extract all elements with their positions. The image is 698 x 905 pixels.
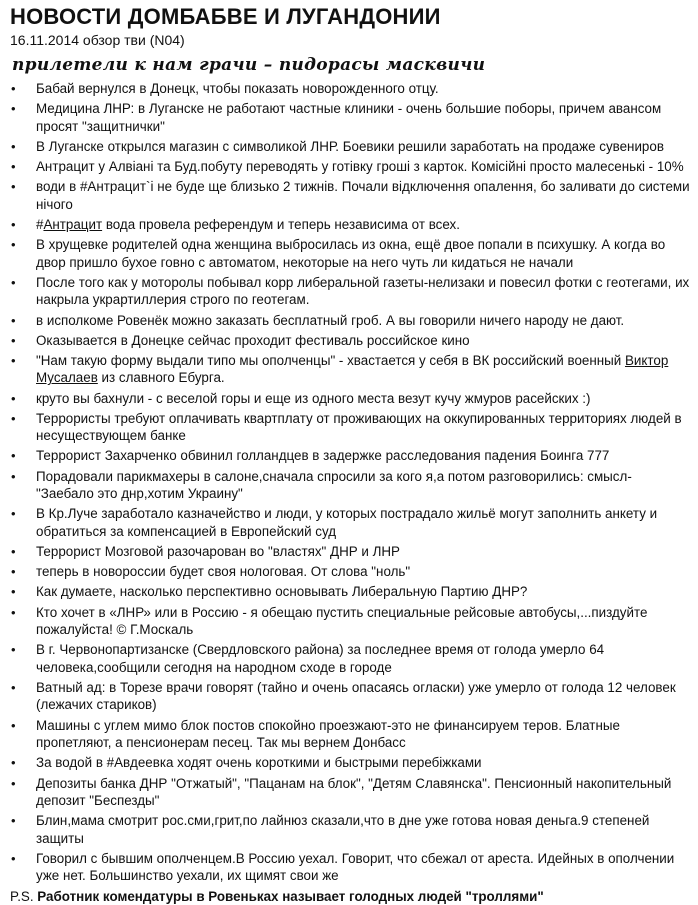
- list-item: [10, 543, 690, 561]
- bullet-icon: •: [11, 216, 16, 232]
- list-item-text: круто вы бахнули - с веселой горы и еще из одного места везут кучу жмуров расейских :): [36, 390, 591, 406]
- list-item: [10, 812, 690, 847]
- bullet-icon: •: [11, 584, 16, 600]
- bullet-icon: •: [11, 679, 16, 695]
- list-item: [10, 468, 690, 503]
- list-item-text: Антрацит у Алвіані та Буд.побуту переводять у готівку гроші з карток. Комісійні просто малесенькі - 10%: [36, 159, 684, 175]
- list-item: [10, 138, 690, 156]
- bullet-icon: •: [11, 717, 16, 733]
- list-item: [10, 641, 690, 676]
- list-item-text: Бабай вернулся в Донецк, чтобы показать новорожденного отцу.: [36, 81, 439, 96]
- list-item: [10, 352, 690, 387]
- list-item-text: в исполкоме Ровенёк можно заказать бесплатный гроб. А вы говорили ничего народу не дают.: [36, 312, 625, 328]
- list-item: [10, 80, 690, 98]
- bullet-icon: •: [11, 159, 16, 175]
- postscript: [10, 888, 690, 905]
- list-item-text: Говорил с бывшим ополченцем.В Россию уехал. Говорит, что сбежал от ареста. Идейных в ополчении уже нет. Большинство уехали, их щимят свои же: [36, 850, 675, 884]
- bullet-icon: •: [11, 332, 16, 348]
- bullet-icon: •: [11, 352, 16, 368]
- list-item: [10, 717, 690, 752]
- list-item-text: Оказывается в Донецке сейчас проходит фестиваль российское кино: [36, 332, 470, 348]
- bullet-icon: •: [11, 138, 16, 154]
- list-item: [10, 332, 690, 350]
- page-tagline: прилетели к нам грачи – пидорасы масквичи: [12, 55, 486, 75]
- list-item-text: После того как у моторолы побывал корр либеральной газеты-нелизаки и повесил фотки с геотегами, их накрыла украртиллерия строго по геотегам.: [36, 274, 690, 308]
- list-item: [10, 216, 690, 234]
- list-item: [10, 505, 690, 540]
- bullet-icon: •: [11, 564, 16, 580]
- list-item-text: Медицина ЛНР: в Луганске не работают частные клиники - очень большие поборы, причем авансом просят "защитнички": [36, 101, 662, 134]
- list-item-text: Порадовали парикмахеры в салоне,сначала спросили за кого я,а потом разговорились: смысл- "Заебало это днр,хотим Украину": [36, 468, 632, 502]
- list-item-text: Депозиты банка ДНР "Отжатый", "Пацанам на блок", "Детям Славянска". Пенсионный накопительный депозит "Беспезды": [36, 775, 672, 808]
- bullet-icon: •: [11, 410, 16, 426]
- bullet-icon: •: [11, 506, 16, 522]
- list-item-text: Террорист Захарченко обвинил голландцев в задержке расследования падения Боинга 777: [36, 448, 610, 464]
- list-item: [10, 583, 690, 601]
- list-item-text: В Кр.Луче заработало казначейство и люди, у которых пострадало жильё могут заполнить анкету и обратиться за компенсацией в Европейский суд: [36, 506, 658, 539]
- list-item-text: В Луганске открылся магазин с символикой ЛНР. Боевики решили заработать на продаже сувениров: [36, 138, 664, 154]
- list-item: [10, 178, 690, 213]
- list-item: [10, 158, 690, 176]
- list-item-text: За водой в #Авдеевка ходят очень короткими и быстрыми перебіжками: [36, 755, 482, 771]
- list-item-link[interactable]: Виктор Мусалаев: [36, 352, 669, 386]
- bullet-icon: •: [11, 642, 16, 658]
- page-title: НОВОСТИ ДОМБАБВЕ И ЛУГАНДОНИИ: [10, 4, 441, 29]
- bullet-icon: •: [11, 775, 16, 791]
- list-item-text: #: [36, 216, 44, 232]
- postscript-text: Работник комендатуры в Ровеньках называет голодных людей "троллями": [37, 888, 544, 904]
- list-item-text: из славного Ебурга.: [97, 370, 225, 386]
- bullet-icon: •: [11, 390, 16, 406]
- list-item-text: Блин,мама смотрит рос.сми,грит,по лайнюз сказали,что в дне уже готова новая деньга.9 степеней защиты: [36, 813, 650, 846]
- list-item-text: води в #Антрацит`і не буде ще близько 2 тижнів. Почали відключення опалення, бо заливати до системи нічого: [36, 179, 690, 212]
- list-item-text: Террорист Мозговой разочарован во "властях" ДНР и ЛНР: [36, 544, 400, 559]
- list-item: [10, 447, 690, 465]
- list-item-text: вода провела референдум и теперь независима от всех.: [102, 216, 460, 232]
- list-item: [10, 312, 690, 330]
- list-item-link[interactable]: Антрацит: [43, 216, 103, 232]
- bullet-icon: •: [11, 544, 16, 559]
- page-subtitle: 16.11.2014 обзор тви (N04): [10, 32, 185, 48]
- bullet-icon: •: [11, 468, 16, 484]
- list-item-text: В г. Червонопартизанске (Свердловского района) за последнее время от голода умерло 64 человека,сообщили сегодня на народном сходе в городе: [36, 642, 605, 675]
- bullet-icon: •: [11, 448, 16, 464]
- list-item: [10, 274, 690, 309]
- list-item: [10, 604, 690, 639]
- bullet-icon: •: [11, 81, 16, 96]
- bullet-icon: •: [11, 604, 16, 620]
- list-item-text: Машины с углем мимо блок постов спокойно проезжают-это не финансируем теров. Блатные пропетляют, а пенсионерам песец. Так мы вернем Донбасс: [36, 717, 620, 751]
- list-item-text: теперь в новороссии будет своя нологовая. От слова "ноль": [36, 564, 411, 580]
- news-list: [10, 80, 690, 885]
- list-item: [10, 679, 690, 714]
- list-item-text: Кто хочет в «ЛНР» или в Россию - я обещаю пустить специальные рейсовые автобусы,...пиздуйте пожалуйста! © Г.Москаль: [36, 604, 648, 638]
- bullet-icon: •: [11, 237, 16, 253]
- list-item: [10, 754, 690, 772]
- list-item: [10, 410, 690, 445]
- list-item: [10, 390, 690, 408]
- list-item: [10, 100, 690, 135]
- bullet-icon: •: [11, 755, 16, 771]
- list-item-text: Как думаете, насколько перспективно основывать Либеральную Партию ДНР?: [36, 584, 528, 600]
- bullet-icon: •: [11, 813, 16, 829]
- list-item-text: Террористы требуют оплачивать квартплату от проживающих на оккупированных территориях людей в несуществующем банке: [36, 410, 682, 444]
- bullet-icon: •: [11, 274, 16, 290]
- bullet-icon: •: [11, 179, 16, 195]
- bullet-icon: •: [11, 850, 16, 866]
- list-item: [10, 563, 690, 581]
- list-item-text: "Нам такую форму выдали типо мы ополченцы" - хвастается у себя в ВК российский военный: [36, 352, 625, 368]
- list-item: [10, 850, 690, 885]
- list-item-text: Ватный ад: в Торезе врачи говорят (тайно и очень опасаясь огласки) уже умерло от голода 12 человек (лежачих стариков): [36, 679, 676, 713]
- postscript-prefix: P.S.: [10, 888, 38, 904]
- list-item-text: В хрущевке родителей одна женщина выбросилась из окна, ещё двое попали в психушку. А когда во двор пришло бухое говно с автоматом, некоторые на него чуть ли кидаться не начали: [36, 237, 666, 270]
- bullet-icon: •: [11, 312, 16, 328]
- bullet-icon: •: [11, 101, 16, 117]
- list-item: [10, 236, 690, 271]
- list-item: [10, 775, 690, 810]
